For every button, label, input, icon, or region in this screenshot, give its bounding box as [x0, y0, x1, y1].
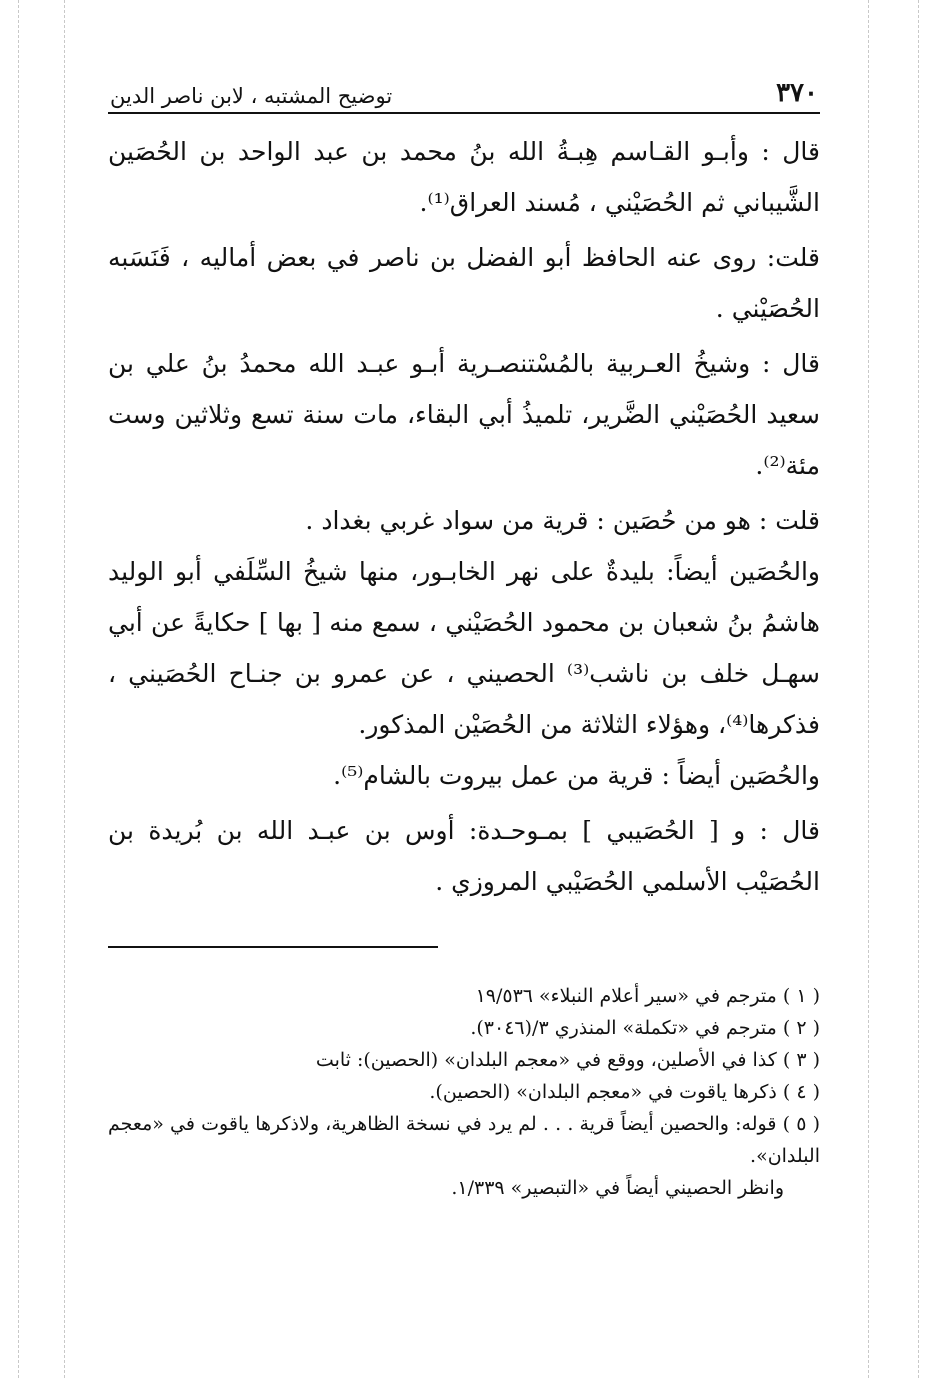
- main-text: [108, 126, 820, 907]
- paragraph: والحُصَين أيضاً: بليدةٌ على نهر الخابـور، منها شيخُ السِّلَفي أبو الوليد هاشمُ بنُ شعبان بن محمود الحُصَيْني ، سمع منه [ بها ] حكايةً عن أبي سهـل خلف بن ناشب⁽³⁾ الحصيني ، عن عمرو بن جنـاح الحُصَيني ، فذكرها⁽⁴⁾، وهؤلاء الثلاثة من الحُصَيْن المذكور.: [108, 557, 820, 739]
- paragraph: قال : وشيخُ العـربية بالمُسْتنصـرية أبـو عبـد الله محمدُ بنُ علي بن سعيد الحُصَيْني الضَّرير، تلميذُ أبي البقاء، مات سنة تسع وثلاثين وست مئة⁽²⁾.: [108, 349, 820, 480]
- page-header: [108, 60, 820, 114]
- footnote-continuation: وانظر الحصيني أيضاً في «التبصير» ١/٣٣٩.: [451, 1177, 784, 1199]
- paragraph: قلت : هو من حُصَين : قرية من سواد غربي بغداد .: [305, 506, 820, 535]
- page-number: ٣٧٠: [776, 78, 818, 108]
- footnote: ( ٥ ) قوله: والحصين أيضاً قرية . . . لم يرد في نسخة الظاهرية، ولاذكرها ياقوت في «معجم البلدان».: [108, 1113, 821, 1167]
- book-page: [108, 60, 821, 1199]
- scan-edge-left: [18, 0, 19, 1378]
- footnote: ( ١ ) مترجم في «سير أعلام النبلاء» ١٩/٥٣٦: [475, 985, 820, 1007]
- scan-edge-right-inner: [868, 0, 869, 1378]
- running-title: توضيح المشتبه ، لابن ناصر الدين: [110, 84, 393, 108]
- footnote: ( ٣ ) كذا في الأصلين، ووقع في «معجم البلدان» (الحصين): ثابت: [315, 1049, 820, 1071]
- paragraph: والحُصَين أيضاً : قرية من عمل بيروت بالشام⁽⁵⁾.: [333, 761, 820, 790]
- footnotes: [108, 980, 820, 1204]
- scan-edge-right: [918, 0, 919, 1378]
- footnote: ( ٤ ) ذكرها ياقوت في «معجم البلدان» (الحصين).: [429, 1081, 820, 1103]
- paragraph: قال : وأبـو القـاسم هِبـةُ الله بنُ محمد بن عبد الواحد بن الحُصَين الشَّيباني ثم الحُصَيْني ، مُسند العراق⁽¹⁾.: [108, 137, 820, 217]
- paragraph: قلت: روى عنه الحافظ أبو الفضل بن ناصر في بعض أماليه ، فَنَسَبه الحُصَيْني .: [108, 243, 820, 323]
- paragraph: قال : و [ الحُصَيبي ] بمـوحـدة: أوس بن عبـد الله بن بُريدة بن الحُصَيْب الأسلمي الحُصَيْبي المروزي .: [108, 816, 820, 896]
- footnote-divider: [108, 946, 438, 948]
- scan-edge-left-inner: [64, 0, 65, 1378]
- footnote: ( ٢ ) مترجم في «تكملة» المنذري ٣/(٣٠٤٦).: [470, 1017, 820, 1039]
